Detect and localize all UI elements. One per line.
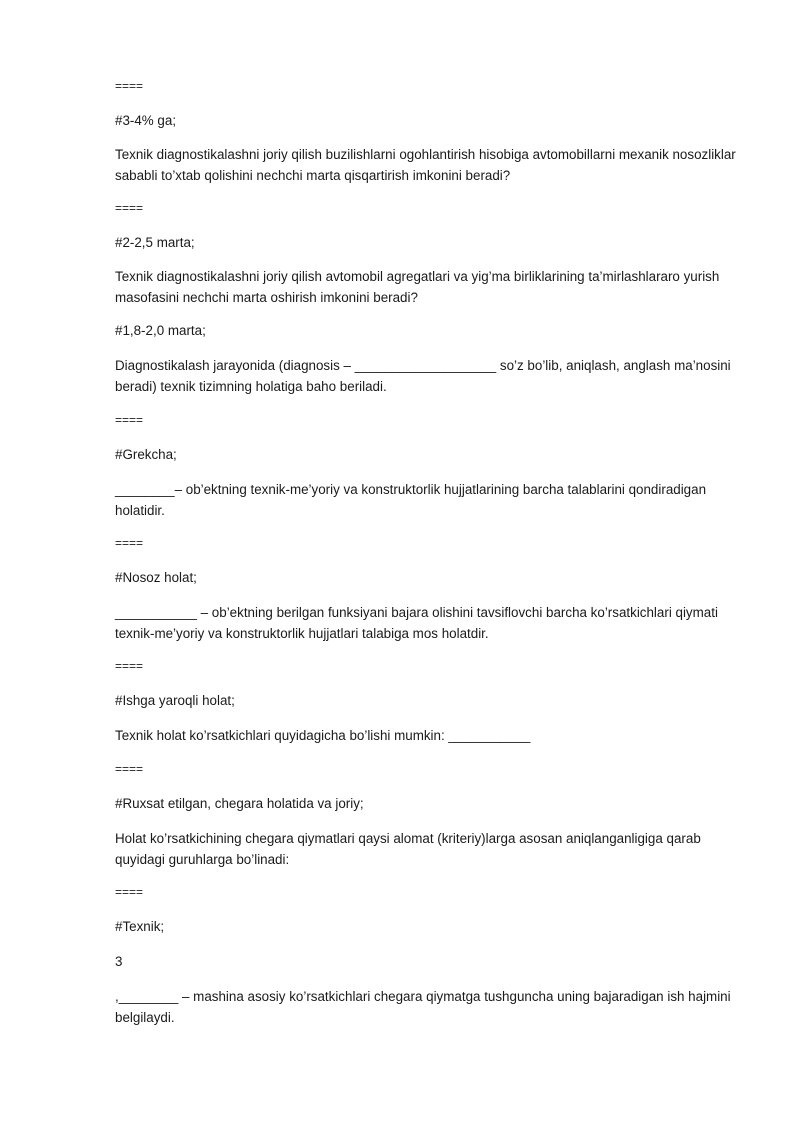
answer-line: #3-4% ga; <box>115 113 177 128</box>
question-paragraph: Texnik holat ko’rsatkichlari quyidagicha bo’lishi mumkin: ___________ <box>115 728 531 743</box>
separator: ==== <box>115 201 144 215</box>
answer-line: #Grekcha; <box>115 447 177 462</box>
page-number-text: 3 <box>115 954 123 969</box>
question-paragraph: Diagnostikalash jarayonida (diagnosis – ___________________ so’z bo’lib, aniqlash, anglash ma’nosini beradi) texnik tizimning holatiga baho beriladi. <box>115 358 731 394</box>
separator: ==== <box>115 659 144 673</box>
question-paragraph: Texnik diagnostikalashni joriy qilish buzilishlarni ogohlantirish hisobiga avtomobillarni mexanik nosozliklar sababli to’xtab qolishini nechchi marta qisqartirish imkonini beradi? <box>115 147 736 183</box>
question-paragraph: Texnik diagnostikalashni joriy qilish avtomobil agregatlari va yig’ma birliklarining ta’mirlashlararo yurish masofasini nechchi marta oshirish imkonini beradi? <box>115 269 720 305</box>
separator: ==== <box>115 762 144 776</box>
answer-line: #Nosoz holat; <box>115 570 197 585</box>
answer-line: #2-2,5 marta; <box>115 235 195 250</box>
answer-line: #Ruxsat etilgan, chegara holatida va joriy; <box>115 796 364 811</box>
separator: ==== <box>115 536 144 550</box>
separator: ==== <box>115 79 144 93</box>
separator: ==== <box>115 885 144 899</box>
question-paragraph: ___________ – ob’ektning berilgan funksiyani bajara olishini tavsiflovchi barcha ko’rsatkichlari qiymati texnik-me’yoriy va konstruktorlik hujjatlari talabiga mos holatdir. <box>115 605 718 641</box>
answer-line: #Texnik; <box>115 919 165 934</box>
question-paragraph: Holat ko’rsatkichining chegara qiymatlari qaysi alomat (kriteriy)larga asosan aniqlanganligiga qarab quyidagi guruhlarga bo’linadi: <box>115 831 701 867</box>
answer-line: #Ishga yaroqli holat; <box>115 693 235 708</box>
question-paragraph: ,________ – mashina asosiy ko’rsatkichlari chegara qiymatga tushguncha uning bajaradigan ish hajmini belgilaydi. <box>115 989 731 1025</box>
question-paragraph: ________– ob’ektning texnik-me’yoriy va konstruktorlik hujjatlarining barcha talablarini qondiradigan holatidir. <box>115 482 707 518</box>
answer-line: #1,8-2,0 marta; <box>115 323 206 338</box>
separator: ==== <box>115 413 144 427</box>
